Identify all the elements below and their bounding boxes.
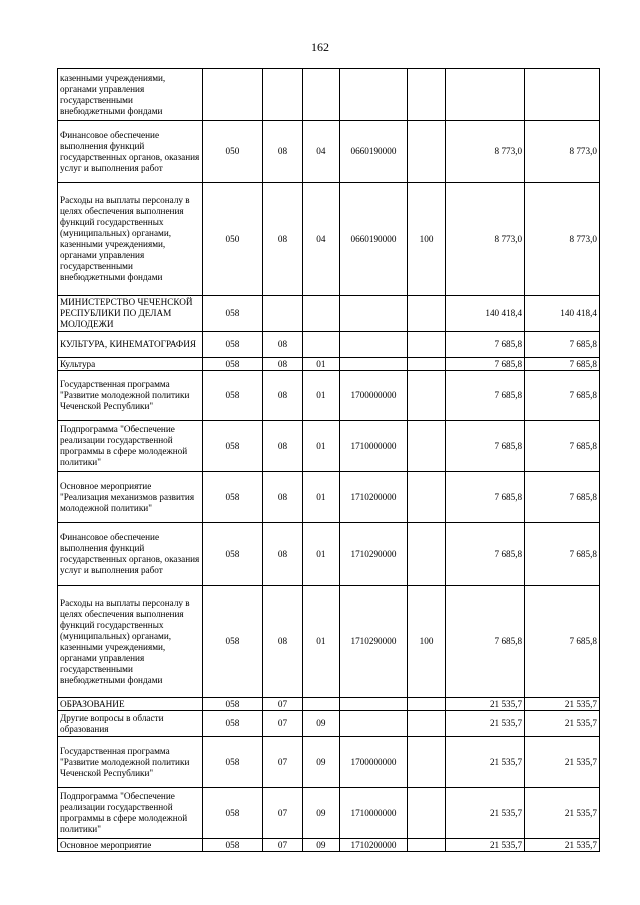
subsection-code-cell xyxy=(302,698,339,711)
expense-type-cell xyxy=(407,371,445,421)
ministry-code-cell: 058 xyxy=(202,332,263,358)
amount-year2-cell: 140 418,4 xyxy=(525,296,600,332)
subsection-code-cell xyxy=(302,296,339,332)
ministry-code-cell: 058 xyxy=(202,421,263,472)
subsection-code-cell: 01 xyxy=(302,523,339,586)
section-code-cell: 07 xyxy=(263,711,302,737)
ministry-code-cell: 058 xyxy=(202,586,263,698)
amount-year2-cell: 8 773,0 xyxy=(525,183,600,296)
row-name-cell: Расходы на выплаты персоналу в целях обеспечения выполнения функций государственных (муниципальных) органами, казенными учреждениями, органами управления государственными внебюджетными фондами xyxy=(58,586,203,698)
target-article-cell: 1700000000 xyxy=(340,371,408,421)
section-code-cell: 07 xyxy=(263,788,302,839)
target-article-cell xyxy=(340,698,408,711)
expense-type-cell xyxy=(407,69,445,121)
section-code-cell: 07 xyxy=(263,698,302,711)
section-code-cell: 07 xyxy=(263,737,302,788)
section-code-cell: 08 xyxy=(263,183,302,296)
row-name-cell: Государственная программа "Развитие молодежной политики Чеченской Республики" xyxy=(58,371,203,421)
target-article-cell: 1700000000 xyxy=(340,737,408,788)
amount-year2-cell: 7 685,8 xyxy=(525,358,600,371)
row-name-cell: Государственная программа "Развитие молодежной политики Чеченской Республики" xyxy=(58,737,203,788)
amount-year1-cell: 140 418,4 xyxy=(446,296,525,332)
ministry-code-cell: 058 xyxy=(202,523,263,586)
amount-year2-cell: 7 685,8 xyxy=(525,332,600,358)
amount-year2-cell: 7 685,8 xyxy=(525,371,600,421)
expense-type-cell xyxy=(407,421,445,472)
amount-year1-cell: 7 685,8 xyxy=(446,332,525,358)
ministry-code-cell: 058 xyxy=(202,371,263,421)
subsection-code-cell: 09 xyxy=(302,737,339,788)
section-code-cell: 08 xyxy=(263,371,302,421)
section-code-cell xyxy=(263,296,302,332)
subsection-code-cell xyxy=(302,69,339,121)
section-code-cell: 08 xyxy=(263,121,302,183)
table-body xyxy=(58,69,600,852)
table-row xyxy=(58,523,600,586)
table-row xyxy=(58,371,600,421)
target-article-cell: 1710200000 xyxy=(340,472,408,523)
ministry-code-cell: 058 xyxy=(202,698,263,711)
ministry-code-cell: 058 xyxy=(202,472,263,523)
subsection-code-cell: 01 xyxy=(302,586,339,698)
row-name-cell: МИНИСТЕРСТВО ЧЕЧЕНСКОЙ РЕСПУБЛИКИ ПО ДЕЛАМ МОЛОДЕЖИ xyxy=(58,296,203,332)
amount-year1-cell: 7 685,8 xyxy=(446,421,525,472)
table-row xyxy=(58,839,600,852)
amount-year2-cell: 7 685,8 xyxy=(525,472,600,523)
table-row xyxy=(58,183,600,296)
expense-type-cell xyxy=(407,296,445,332)
expense-type-cell xyxy=(407,121,445,183)
section-code-cell: 08 xyxy=(263,332,302,358)
row-name-cell: ОБРАЗОВАНИЕ xyxy=(58,698,203,711)
amount-year1-cell: 21 535,7 xyxy=(446,711,525,737)
section-code-cell xyxy=(263,69,302,121)
ministry-code-cell xyxy=(202,69,263,121)
table-row xyxy=(58,586,600,698)
ministry-code-cell: 050 xyxy=(202,121,263,183)
subsection-code-cell: 04 xyxy=(302,183,339,296)
expense-type-cell xyxy=(407,523,445,586)
target-article-cell: 1710290000 xyxy=(340,586,408,698)
subsection-code-cell xyxy=(302,332,339,358)
subsection-code-cell: 04 xyxy=(302,121,339,183)
table-row xyxy=(58,788,600,839)
amount-year1-cell: 7 685,8 xyxy=(446,371,525,421)
amount-year1-cell: 7 685,8 xyxy=(446,586,525,698)
amount-year1-cell: 8 773,0 xyxy=(446,121,525,183)
table-row xyxy=(58,711,600,737)
table-row xyxy=(58,698,600,711)
row-name-cell: Расходы на выплаты персоналу в целях обеспечения выполнения функций государственных (муниципальных) органами, казенными учреждениями, органами управления государственными внебюджетными фондами xyxy=(58,183,203,296)
amount-year1-cell xyxy=(446,69,525,121)
table-row xyxy=(58,358,600,371)
amount-year1-cell: 7 685,8 xyxy=(446,523,525,586)
subsection-code-cell: 01 xyxy=(302,371,339,421)
amount-year1-cell: 21 535,7 xyxy=(446,839,525,852)
section-code-cell: 07 xyxy=(263,839,302,852)
amount-year2-cell: 21 535,7 xyxy=(525,788,600,839)
target-article-cell xyxy=(340,711,408,737)
ministry-code-cell: 058 xyxy=(202,711,263,737)
ministry-code-cell: 050 xyxy=(202,183,263,296)
row-name-cell: КУЛЬТУРА, КИНЕМАТОГРАФИЯ xyxy=(58,332,203,358)
expense-type-cell xyxy=(407,839,445,852)
page-number: 162 xyxy=(311,40,329,54)
amount-year2-cell: 21 535,7 xyxy=(525,839,600,852)
row-name-cell: Финансовое обеспечение выполнения функций государственных органов, оказания услуг и выполнения работ xyxy=(58,523,203,586)
table-row xyxy=(58,737,600,788)
row-name-cell: Подпрограмма "Обеспечение реализации государственной программы в сфере молодежной политики" xyxy=(58,421,203,472)
ministry-code-cell: 058 xyxy=(202,839,263,852)
row-name-cell: Культура xyxy=(58,358,203,371)
amount-year2-cell: 7 685,8 xyxy=(525,586,600,698)
row-name-cell: Основное мероприятие xyxy=(58,839,203,852)
target-article-cell: 1710000000 xyxy=(340,421,408,472)
subsection-code-cell: 09 xyxy=(302,788,339,839)
expense-type-cell xyxy=(407,788,445,839)
table-row xyxy=(58,121,600,183)
amount-year1-cell: 21 535,7 xyxy=(446,788,525,839)
target-article-cell: 0660190000 xyxy=(340,121,408,183)
subsection-code-cell: 09 xyxy=(302,711,339,737)
table-row xyxy=(58,296,600,332)
ministry-code-cell: 058 xyxy=(202,358,263,371)
amount-year1-cell: 21 535,7 xyxy=(446,737,525,788)
table-row xyxy=(58,332,600,358)
expense-type-cell xyxy=(407,698,445,711)
section-code-cell: 08 xyxy=(263,472,302,523)
row-name-cell: Подпрограмма "Обеспечение реализации государственной программы в сфере молодежной политики" xyxy=(58,788,203,839)
ministry-code-cell: 058 xyxy=(202,296,263,332)
row-name-cell: казенными учреждениями, органами управления государственными внебюджетными фондами xyxy=(58,69,203,121)
amount-year2-cell: 7 685,8 xyxy=(525,523,600,586)
row-name-cell: Финансовое обеспечение выполнения функций государственных органов, оказания услуг и выполнения работ xyxy=(58,121,203,183)
row-name-cell: Основное мероприятие "Реализация механизмов развития молодежной политики" xyxy=(58,472,203,523)
section-code-cell: 08 xyxy=(263,523,302,586)
target-article-cell xyxy=(340,358,408,371)
amount-year1-cell: 8 773,0 xyxy=(446,183,525,296)
expense-type-cell xyxy=(407,358,445,371)
amount-year2-cell: 7 685,8 xyxy=(525,421,600,472)
amount-year1-cell: 21 535,7 xyxy=(446,698,525,711)
expense-type-cell: 100 xyxy=(407,586,445,698)
amount-year2-cell xyxy=(525,69,600,121)
target-article-cell xyxy=(340,69,408,121)
amount-year2-cell: 8 773,0 xyxy=(525,121,600,183)
target-article-cell xyxy=(340,296,408,332)
table-row xyxy=(58,421,600,472)
section-code-cell: 08 xyxy=(263,358,302,371)
expense-type-cell xyxy=(407,332,445,358)
target-article-cell: 1710290000 xyxy=(340,523,408,586)
subsection-code-cell: 09 xyxy=(302,839,339,852)
subsection-code-cell: 01 xyxy=(302,472,339,523)
amount-year2-cell: 21 535,7 xyxy=(525,711,600,737)
expense-type-cell xyxy=(407,711,445,737)
budget-table xyxy=(57,68,600,852)
table-row xyxy=(58,69,600,121)
target-article-cell: 1710000000 xyxy=(340,788,408,839)
table-row xyxy=(58,472,600,523)
ministry-code-cell: 058 xyxy=(202,788,263,839)
target-article-cell: 1710200000 xyxy=(340,839,408,852)
target-article-cell xyxy=(340,332,408,358)
expense-type-cell xyxy=(407,737,445,788)
amount-year2-cell: 21 535,7 xyxy=(525,698,600,711)
amount-year1-cell: 7 685,8 xyxy=(446,472,525,523)
amount-year1-cell: 7 685,8 xyxy=(446,358,525,371)
expense-type-cell: 100 xyxy=(407,183,445,296)
section-code-cell: 08 xyxy=(263,586,302,698)
section-code-cell: 08 xyxy=(263,421,302,472)
subsection-code-cell: 01 xyxy=(302,358,339,371)
row-name-cell: Другие вопросы в области образования xyxy=(58,711,203,737)
subsection-code-cell: 01 xyxy=(302,421,339,472)
target-article-cell: 0660190000 xyxy=(340,183,408,296)
expense-type-cell xyxy=(407,472,445,523)
ministry-code-cell: 058 xyxy=(202,737,263,788)
amount-year2-cell: 21 535,7 xyxy=(525,737,600,788)
